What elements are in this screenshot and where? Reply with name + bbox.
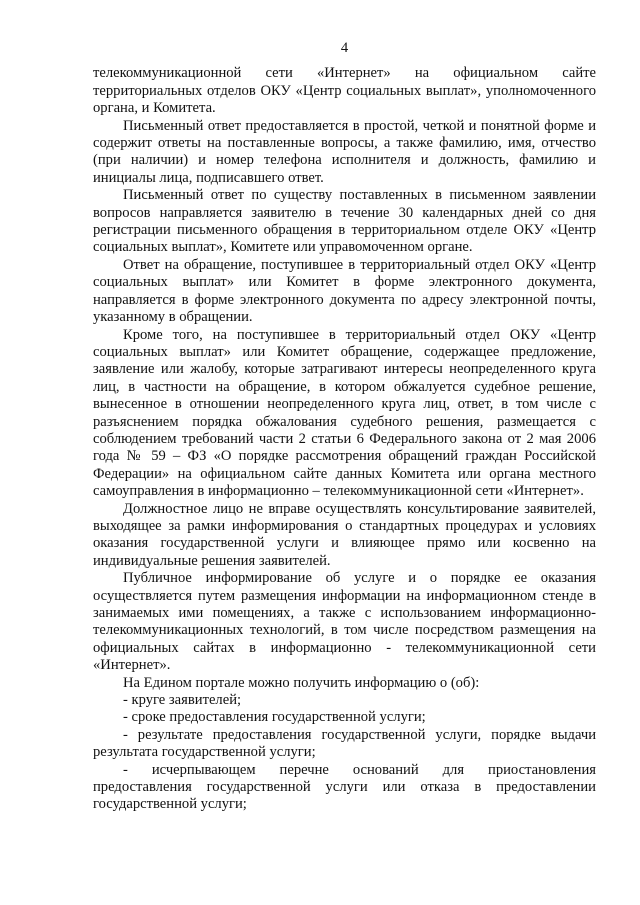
paragraph-consulting-limits: Должностное лицо не вправе осуществлять консультирование заявителей, выходящее за рамки информирования о стандартных процедурах и условиях оказания государственной услуги и влияющее прямо или косвенно на индивидуальные решения заявителей.: [93, 500, 596, 569]
portal-list-item: - сроке предоставления государственной услуги;: [123, 709, 426, 726]
portal-list-item: - результате предоставления государственной услуги, порядке выдачи результата государственной услуги;: [93, 726, 596, 761]
paragraph-written-response: Письменный ответ предоставляется в простой, четкой и понятной форме и содержит ответы на поставленные вопросы, а также фамилию, имя, отчество (при наличии) и номер телефона исполнителя и должность, фамилию и инициалы лица, подписавшего ответ.: [93, 117, 596, 186]
paragraph-public-response: Кроме того, на поступившее в территориальный отдел ОКУ «Центр социальных выплат» или Комитет обращение, содержащее предложение, заявление или жалобу, которые затрагивают интересы неопределенного круга лиц, в частности на обращение, в котором обжалуется судебное решение, вынесенное в отношении неопределенного круга лиц, ответ, в том числе с разъяснением порядка обжалования судебного решения, размещается с соблюдением требований части 2 статьи 6 Федерального закона от 2 мая 2006 года № 59 – ФЗ «О порядке рассмотрения обращений граждан Российской Федерации» на официальном сайте данных Комитета или органа местного самоуправления в информационно – телекоммуникационной сети «Интернет».: [93, 326, 596, 500]
paragraph-public-informing: Публичное информирование об услуге и о порядке ее оказания осуществляется путем размещения информации на информационном стенде в занимаемых ими помещениях, а также с использованием информационно-телекоммуникационных технологий, в том числе посредством размещения на официальных сайтах в информационно - телекоммуникационной сети «Интернет».: [93, 570, 596, 674]
portal-list-item: - круге заявителей;: [123, 692, 242, 709]
paragraph-response-term: Письменный ответ по существу поставленных в письменном заявлении вопросов направляется заявителю в течение 30 календарных дней со дня регистрации письменного обращения в территориальном отделе ОКУ «Центр социальных выплат», Комитете или управомоченном органе.: [93, 187, 596, 256]
page-number: 4: [340, 40, 349, 56]
paragraph-electronic-response: Ответ на обращение, поступившее в территориальный отдел ОКУ «Центр социальных выплат» или Комитет в форме электронного документа, направляется в форме электронного документа по адресу электронной почты, указанному в обращении.: [93, 256, 596, 326]
portal-lead: На Едином портале можно получить информацию о (об):: [123, 674, 480, 691]
portal-list-item: - исчерпывающем перечне оснований для приостановления предоставления государственной услуги или отказа в предоставлении государственной услуги;: [93, 761, 596, 813]
paragraph-continuation: телекоммуникационной сети «Интернет» на официальном сайте территориальных отделов ОКУ «Центр социальных выплат», уполномоченного органа, и Комитета.: [93, 65, 596, 117]
document-page: [93, 40, 596, 814]
